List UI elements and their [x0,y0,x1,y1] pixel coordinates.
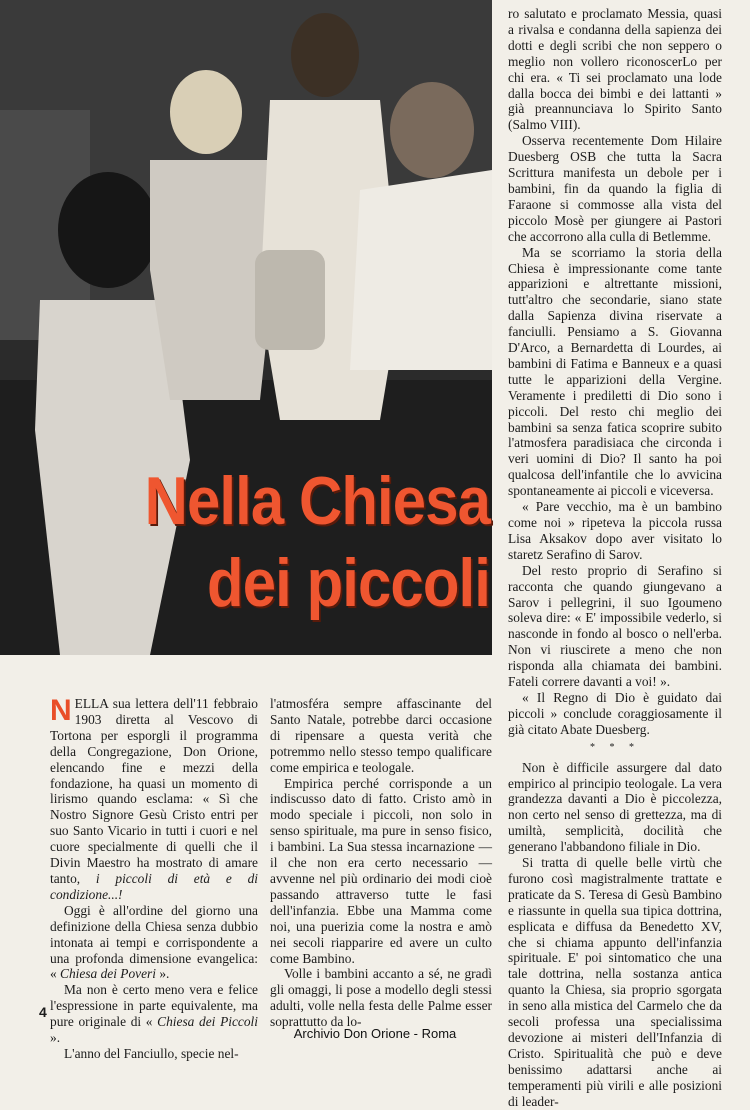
middle-column [258,696,492,1030]
paragraph [50,696,258,903]
paragraph: Del resto proprio di Serafino si racconta che quando giungevano a Sarov i pellegrini, il suo Igoumeno soleva dire: « E' impossibile vederlo, si nasconde in fondo al bosco o nell'erba. Non vi riuscirete a meno che non risponda alla chiamata dei bambini. Fateli correre davanti a voi! ». [508,562,722,690]
text: ». [156,966,170,982]
paragraph: Empirica perché corrisponde a un indiscusso dato di fatto. Cristo amò in modo speciale i piccoli, non solo in senso spirituale, ma pure in senso fisico, i bambini. La Sua stessa incarnazione — il che non era certo necessario — avvenne nel più ordinario dei modi cioè passando attraverso tutte le fasi dell'infanzia. Ebbe una Mamma come noi, una puerizia come la nostra e amò nei secoli riapparire ed avere un culto come Bambino. [270,775,492,966]
paragraph: Ma se scorriamo la storia della Chiesa è impressionante come tante apparizioni e altrettante missioni, tutt'altro che secondarie, siano state dalla Sapienza divina riservate a fanciulli. Pensiamo a S. Giovanna D'Arco, a Bernardetta di Lourdes, ai bambini di Fatima e Banneux e a quasi tutte le apparizioni della Vergine. Veramente i prediletti di Dio sono i piccoli. Del resto chi meglio dei bambini sa senza fatica scoprire subito l'atmosfera paradisiaca che circonda i veri uomini di Dio? Il santo ha poi qualcosa dell'infantile che lo avvicina spontaneamente ai piccoli e viceversa. [508,244,722,499]
headline-line-2: dei piccoli [207,545,490,621]
italic-text: i piccoli di età e di condizione...! [50,870,258,902]
paragraph: Non è difficile assurgere dal dato empirico al principio teologale. La vera grandezza davanti a Dio è piccolezza, non certo nel senso di grettezza, ma di umiltà, semplicità, docilità che generano l'abbandono filiale in Dio. [508,759,722,855]
archive-footer: Archivio Don Orione - Roma [293,1026,457,1041]
paragraph: Si tratta di quelle belle virtù che furono così magistralmente trattate e praticate da S. Teresa di Gesù Bambino e riassunte in quella sua tipica dottrina, esplicata e diffusa da Benedetto XV, che si chiama appunto dell'infanzia spirituale. E' poi sintomatico che una tale dottrina, nella sostanza antica quanto la Chiesa, sia proprio sgorgata in seno alla mistica del Carmelo che da secoli professa una specialissima devozione ai misteri dell'Infanzia di Cristo. Spiritualità che può e deve benissimo adattarsi anche ai temperamenti più virili e alle posizioni di leader- [508,855,722,1109]
text: ELLA sua lettera dell'11 febbraio 1903 diretta al Vescovo di Tortona per esporgli il programma della Congregazione, Don Orione, elencando fine e mezzi della fondazione, ha quasi un momento di lirismo quando esclama: « Sì che Nostro Signore Gesù Cristo entri per suo Santo Vicario in tutti i cuori e nel cuore specialmente di quelli che il Divin Maestro ha mostrato di amare tanto, [50,696,258,886]
paragraph: Volle i bambini accanto a sé, ne gradì gli omaggi, li pose a modello degli stessi adulti, volle nella festa delle Palme esser soprattutto da lo- [270,966,492,1030]
text: Ma non è certo meno vera e felice l'espressione in parte equivalente, ma pure originale di « [50,982,258,1030]
paragraph: L'anno del Fanciullo, specie nel- [64,1045,239,1061]
paragraph: « Il Regno di Dio è guidato dai piccoli » conclude coraggiosamente il già citato Abate Duesberg. [508,689,722,737]
paragraph: « Pare vecchio, ma è un bambino come noi » ripeteva la piccola russa Lisa Aksakov dopo aver visitato lo staretz Serafino di Sarov. [508,499,722,562]
paragraph [50,903,258,983]
paragraph: ro salutato e proclamato Messia, quasi a rivalsa e condanna della sapienza dei dotti e degli scribi che non seppero o meglio non vollero riconoscerLo per chi era. « Ti sei proclamato una lode dalla bocca dei bimbi e dei lattanti » già preannunciava lo Spirito Santo (Salmo VIII). [508,6,722,133]
italic-text: Chiesa dei Piccoli [157,1014,258,1030]
section-separator: * * * [590,741,640,753]
text: ». [50,1030,61,1046]
italic-text: Chiesa dei Poveri [60,966,156,982]
headline [103,460,490,624]
text: Oggi è all'ordine del giorno una definizione della Chiesa senza dubbio intonata ai tempi e corrispondente a una profonda dimensione evangelica: « [50,902,258,982]
drop-cap: N [50,694,72,727]
paragraph: Osserva recentemente Dom Hilaire Duesberg OSB che tutta la Sacra Scrittura manifesta un debole per i bambini, fin da quando la figlia di Faraone si commosse alla vista del piccolo Mosè per giungere ai Pastori che accorrono alla culla di Betlemme. [508,133,722,244]
page-number: 4 [39,1004,47,1020]
left-column [50,696,258,1062]
headline-line-1: Nella Chiesa [144,463,490,539]
paragraph: l'atmosféra sempre affascinante del Santo Natale, potrebbe darci occasione di ripensare a questa verità che potremmo nello stesso tempo qualificare come empirica e teologale. [270,696,492,775]
right-column-top [508,6,722,1110]
